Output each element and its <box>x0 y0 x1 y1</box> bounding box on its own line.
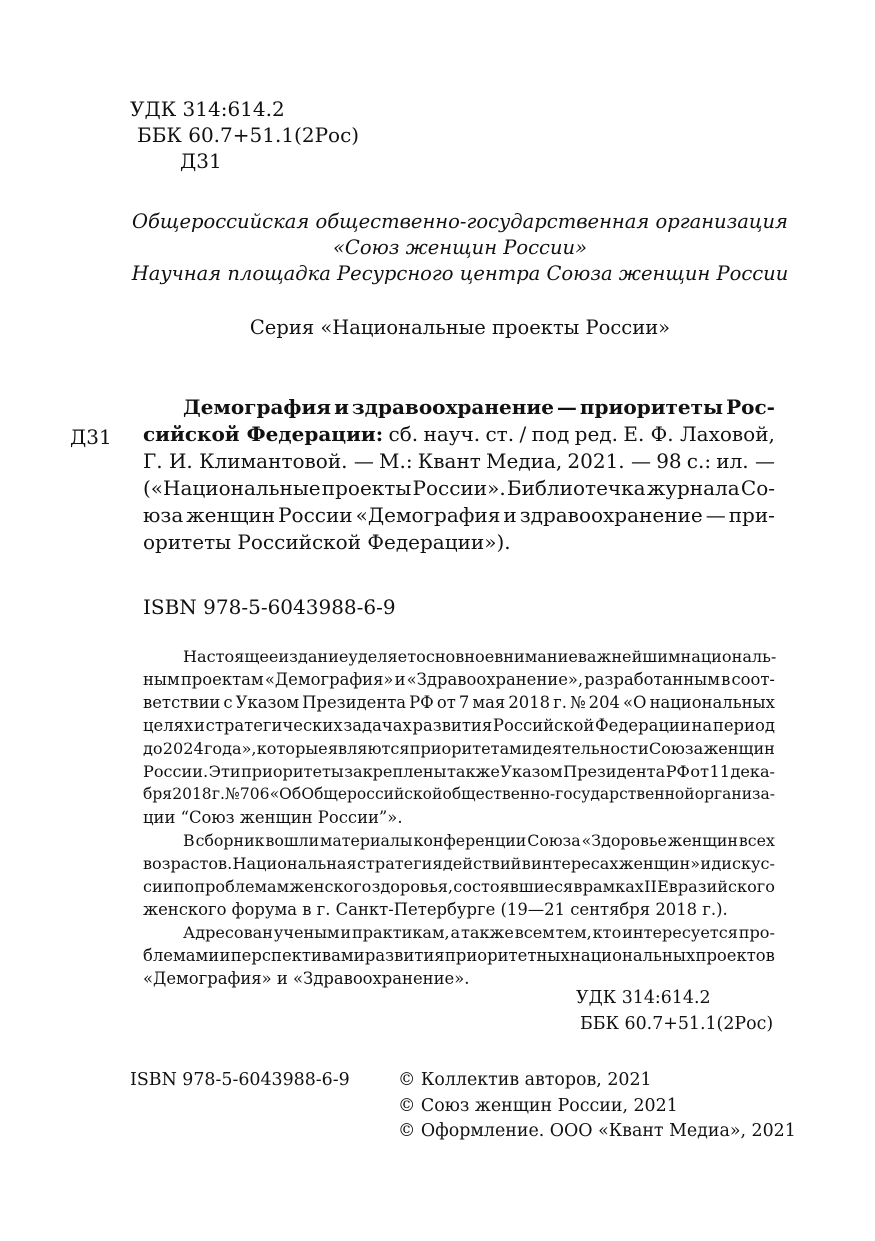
abstract-line <box>143 875 775 898</box>
abstract-word: дискус- <box>711 854 775 873</box>
isbn: ISBN 978-5-6043988-6-9 <box>143 595 396 619</box>
abstract-word: г. <box>211 785 225 803</box>
description-line-4: («Национальные проекты России». Библиотечка журнала Со- <box>143 476 775 500</box>
abstract-word: действий <box>442 854 522 873</box>
abstract-word: и <box>394 670 406 689</box>
abstract-word: от <box>436 693 456 712</box>
abstract-word: 2018 <box>508 693 551 712</box>
description-line-1: Демография и здравоохранение — приоритеты Рос- <box>183 395 775 419</box>
abstract-line <box>143 714 775 737</box>
description-line-5: юза женщин России «Демография и здравоохранение — при- <box>143 503 775 527</box>
abstract-word: деятельности <box>532 739 649 758</box>
abstract-word: разработанным <box>584 670 720 689</box>
abstract-word: тем, <box>555 923 592 942</box>
abstract-line: ции “Союз женщин России”». <box>143 808 403 827</box>
abstract-word: Президента <box>302 693 407 712</box>
abstract-word: закреплены <box>344 762 447 781</box>
abstract-word: практикам, <box>352 923 450 942</box>
abstract-word: рамках <box>582 877 644 896</box>
abstract-word: соот- <box>731 670 775 689</box>
abstract-word: организа- <box>694 785 775 803</box>
abstract-word: и <box>700 854 712 873</box>
abstract-word: общественно-государственной <box>442 785 695 803</box>
abstract-word: Евразийского <box>657 877 775 896</box>
abstract-word: Федерации <box>594 716 691 735</box>
abstract-word: вошли <box>265 831 320 850</box>
abstract-word: женщин <box>667 831 738 850</box>
abstract-word: от <box>690 762 709 781</box>
abstract-word: РФ <box>409 693 434 712</box>
abstract-word: про- <box>738 923 775 942</box>
organization-line-1: Общероссийская общественно-государственная организация <box>132 210 788 233</box>
abstract-word: перспективами <box>230 946 365 965</box>
abstract-word: бря <box>143 785 173 803</box>
abstract-word: проблемам <box>194 877 290 896</box>
abstract-word: мая <box>472 693 506 712</box>
abstract-word: женского <box>289 877 372 896</box>
abstract-word: до <box>143 739 163 758</box>
abstract-word: внимание <box>494 647 578 666</box>
description-line-6: оритеты Российской Федерации»). <box>143 530 511 554</box>
abstract-word: Союза <box>648 739 704 758</box>
abstract-word: также <box>446 762 500 781</box>
abstract-line <box>143 783 775 806</box>
abstract-line <box>143 668 775 691</box>
abstract-word: «Здравоохранение», <box>406 670 584 689</box>
organization-block <box>130 209 790 287</box>
abstract-word: и <box>219 946 231 965</box>
abstract-word: в <box>521 854 531 873</box>
description-line-2: сийской Федерации: сб. науч. ст. / под ред. Е. Ф. Лаховой, <box>143 422 775 446</box>
abstract-line <box>143 691 775 714</box>
abstract-word: всем <box>514 923 555 942</box>
bottom-udk-code: УДК 314:614.2 <box>576 988 711 1008</box>
abstract-line <box>143 737 775 760</box>
abstract-word: В <box>183 831 195 850</box>
abstract-word: в <box>573 877 583 896</box>
abstract-line: женского форума в г. Санкт-Петербурге (19—21 сентября 2018 г.). <box>143 900 728 919</box>
abstract-word: России. <box>143 762 209 781</box>
abstract-word: РФ <box>665 762 690 781</box>
abstract-word: в <box>721 670 731 689</box>
abstract-word: с <box>223 693 233 712</box>
abstract-word: стратегических <box>205 716 343 735</box>
abstract-word: национальных <box>569 946 696 965</box>
margin-author-mark: Д31 <box>70 425 112 449</box>
abstract-word: сии <box>143 877 174 896</box>
abstract-word: ветствии <box>143 693 221 712</box>
abstract-line: «Демография» и «Здравоохранение». <box>143 969 470 988</box>
abstract-word: всех <box>738 831 775 850</box>
bibliographic-description <box>143 394 775 556</box>
abstract-word: и <box>340 923 352 942</box>
abstract-line <box>143 852 775 875</box>
abstract-word: также <box>460 923 514 942</box>
abstract <box>143 645 775 990</box>
copyright-line: © Коллектив авторов, 2021 <box>398 1070 652 1090</box>
abstract-word: интересах <box>531 854 619 873</box>
abstract-word: состоявшиеся <box>453 877 574 896</box>
abstract-word: и <box>193 716 205 735</box>
abstract-word: сборник <box>195 831 265 850</box>
abstract-word: 204 <box>588 693 620 712</box>
abstract-word: № <box>225 785 240 803</box>
abstract-word: года», <box>203 739 257 758</box>
abstract-word: проектам <box>180 670 264 689</box>
abstract-word: Указом <box>235 693 300 712</box>
abstract-word: важнейшим <box>577 647 681 666</box>
abstract-word: 706 <box>239 785 270 803</box>
abstract-word: ученым <box>273 923 340 942</box>
abstract-word: Национальная <box>232 854 357 873</box>
bottom-isbn: ISBN 978-5-6043988-6-9 <box>130 1070 350 1090</box>
author-mark: Д31 <box>180 149 222 173</box>
abstract-word: «Об <box>269 785 302 803</box>
abstract-word: националь- <box>680 647 777 666</box>
abstract-word: женщин <box>703 739 775 758</box>
abstract-word: возрастов. <box>143 854 233 873</box>
abstract-word: конференции <box>413 831 527 850</box>
abstract-word: Настоящее <box>183 647 279 666</box>
abstract-word: 7 <box>458 693 470 712</box>
abstract-word: которые <box>256 739 328 758</box>
abstract-word: интересуется <box>622 923 738 942</box>
abstract-word: а <box>450 923 461 942</box>
abstract-word: Указом <box>500 762 563 781</box>
abstract-word: Президента <box>563 762 666 781</box>
abstract-word: г. <box>553 693 567 712</box>
abstract-line <box>143 760 775 783</box>
abstract-word: блемами <box>143 946 220 965</box>
abstract-word: дека- <box>730 762 775 781</box>
udk-code: УДК 314:614.2 <box>130 97 285 121</box>
abstract-word: Российской <box>492 716 595 735</box>
abstract-word: 2018 <box>172 785 212 803</box>
abstract-word: по <box>173 877 195 896</box>
abstract-word: женщин» <box>618 854 701 873</box>
abstract-line <box>143 645 775 668</box>
abstract-word: задачах <box>343 716 412 735</box>
abstract-word: развития <box>412 716 493 735</box>
series-title: Серия «Национальные проекты России» <box>249 316 671 339</box>
copyright-line: © Союз женщин России, 2021 <box>398 1095 678 1116</box>
abstract-word: период <box>712 716 775 735</box>
abstract-word: ным <box>143 670 180 689</box>
abstract-word: Общероссийской <box>301 785 443 803</box>
abstract-word: Эти <box>208 762 241 781</box>
copyright-block <box>398 1068 796 1145</box>
abstract-word: II <box>644 877 657 896</box>
organization-line-2: «Союз женщин России» <box>332 236 587 259</box>
abstract-word: уделяет <box>348 647 417 666</box>
abstract-word: Союза <box>527 831 581 850</box>
abstract-line <box>143 921 775 944</box>
abstract-word: стратегия <box>356 854 443 873</box>
abstract-word: основное <box>416 647 495 666</box>
bottom-bbk-code: ББК 60.7+51.1(2Рос) <box>580 1014 774 1034</box>
abstract-word: 11 <box>709 762 730 781</box>
abstract-word: материалы <box>320 831 413 850</box>
abstract-word: приоритеты <box>241 762 344 781</box>
copyright-line: © Оформление. ООО «Квант Медиа», 2021 <box>398 1121 796 1141</box>
organization-line-3: Научная площадка Ресурсного центра Союза женщин России <box>131 262 789 285</box>
abstract-word: здоровья, <box>371 877 454 896</box>
abstract-word: 2024 <box>162 739 204 758</box>
abstract-word: «Демография» <box>264 670 394 689</box>
abstract-word: «Здоровье <box>581 831 667 850</box>
abstract-word: целях <box>143 716 194 735</box>
bbk-code: ББК 60.7+51.1(2Рос) <box>137 123 360 147</box>
abstract-word: «О <box>623 693 647 712</box>
abstract-line <box>143 829 775 852</box>
abstract-line <box>143 944 775 967</box>
abstract-word: развития <box>364 946 445 965</box>
abstract-word: проектов <box>695 946 775 965</box>
abstract-word: приоритетами <box>409 739 533 758</box>
abstract-word: кто <box>592 923 622 942</box>
abstract-word: № <box>570 693 586 712</box>
abstract-word: являются <box>327 739 410 758</box>
description-line-3: Г. И. Климантовой. — М.: Квант Медиа, 2021. — 98 с.: ил. — <box>143 449 775 473</box>
abstract-word: на <box>691 716 713 735</box>
abstract-word: приоритетных <box>444 946 570 965</box>
abstract-word: Адресован <box>183 923 274 942</box>
abstract-word: национальных <box>649 693 775 712</box>
abstract-word: издание <box>278 647 349 666</box>
